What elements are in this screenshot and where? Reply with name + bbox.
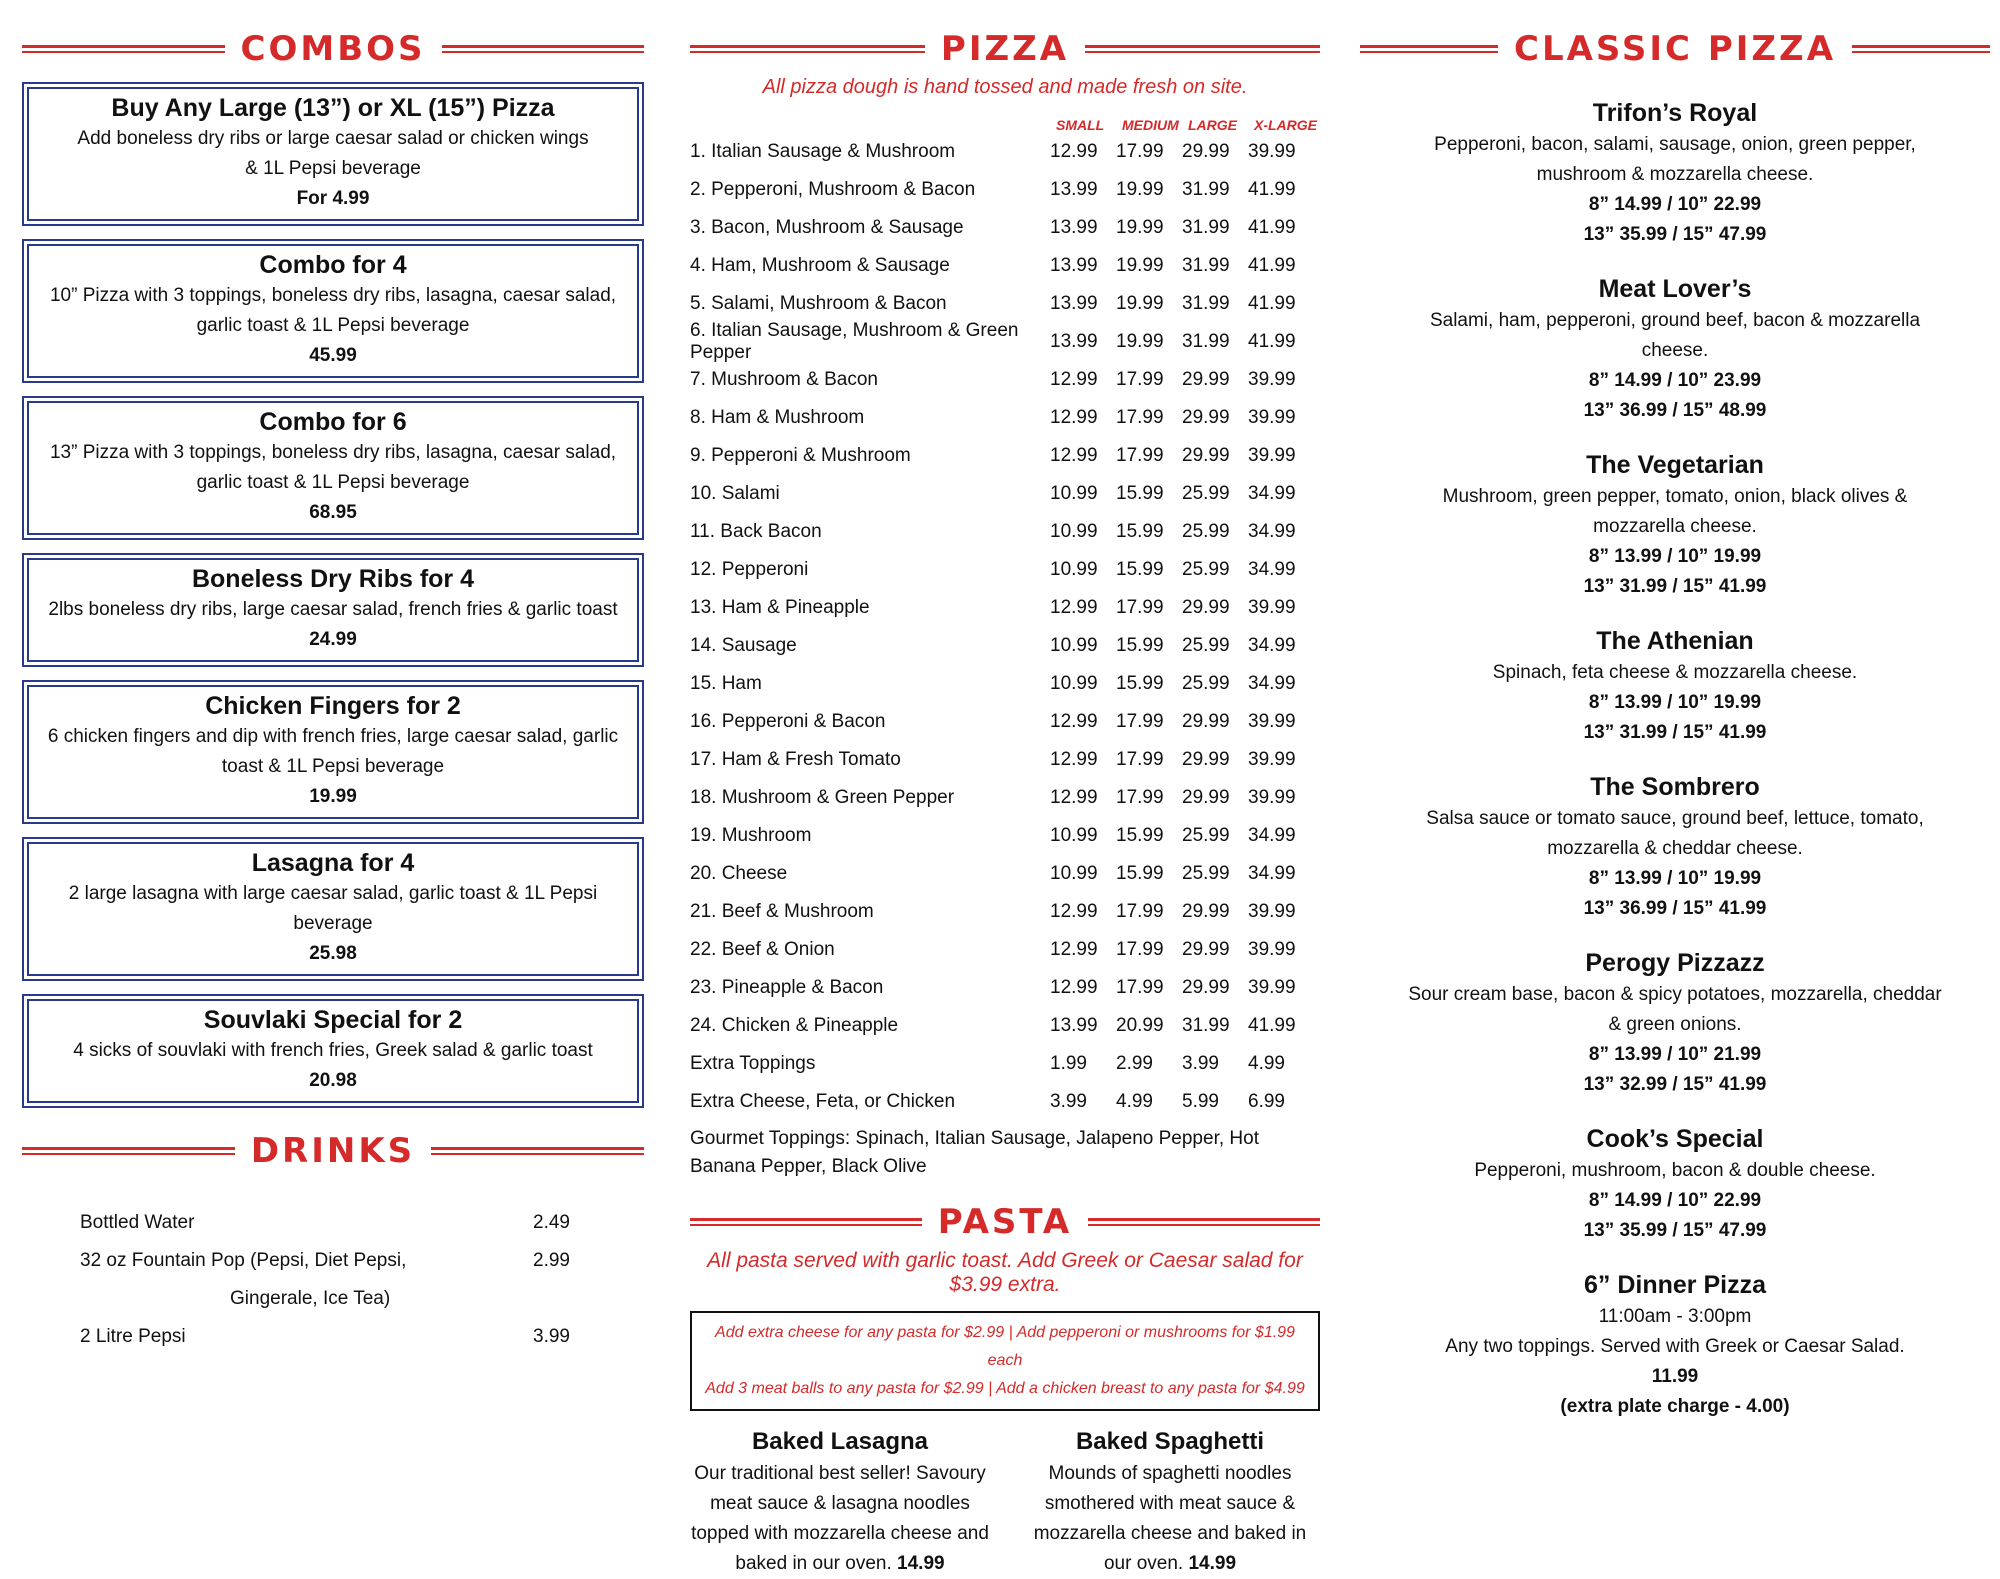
pizza-row [690,361,1320,399]
classic-price-small: 8” 14.99 / 10” 22.99 [1588,1190,1762,1211]
price-medium: 17.99 [1116,939,1164,960]
classic-price-large: 13” 32.99 / 15” 41.99 [1583,1074,1767,1095]
pizza-row [690,437,1320,475]
price-medium: 19.99 [1116,217,1164,238]
combo-name: Boneless Dry Ribs for 4 [191,565,475,593]
price-xlarge: 34.99 [1248,863,1296,884]
pizza-name: 14. Sausage [690,635,797,656]
classic-pizza-item [1360,1122,1990,1246]
classic-pizza-item [1360,946,1990,1100]
combo-desc: 10” Pizza with 3 toppings, boneless dry ribs, lasagna, caesar salad, garlic toast & 1L Pepsi beverage [49,285,617,336]
pizza-name: 6. Italian Sausage, Mushroom & Green Pepper [690,320,1019,363]
pizza-name: 12. Pepperoni [690,559,809,580]
price-small: 12.99 [1050,141,1098,162]
price-xlarge: 34.99 [1248,559,1296,580]
combo-name: Souvlaki Special for 2 [203,1006,463,1034]
combo-name: Chicken Fingers for 2 [205,692,461,720]
price-small: 12.99 [1050,445,1098,466]
pizza-name: Extra Toppings [690,1053,816,1074]
pizza-row [690,1007,1320,1045]
classic-name: The Vegetarian [1586,451,1764,479]
drink-item [80,1204,570,1242]
price-small: 10.99 [1050,635,1098,656]
classic-price-large: 13” 36.99 / 15” 48.99 [1583,400,1767,421]
combo-price: 68.95 [309,502,357,523]
pizza-name: 19. Mushroom [690,825,812,846]
drink-name: 32 oz Fountain Pop (Pepsi, Diet Pepsi, [80,1250,407,1271]
price-large: 5.99 [1182,1091,1219,1112]
combo-item [22,239,644,383]
combo-item [22,553,644,667]
price-xlarge: 34.99 [1248,483,1296,504]
price-medium: 17.99 [1116,141,1164,162]
pasta-desc: Our traditional best seller! Savoury meat sauce & lasagna noodles topped with mozzarella cheese and baked in our oven. [691,1463,989,1574]
price-xlarge: 39.99 [1248,787,1296,808]
pasta-price: 14.99 [1188,1553,1237,1574]
size-medium: MEDIUM [1122,117,1179,133]
combos-column [22,0,644,1356]
price-large: 25.99 [1182,825,1230,846]
pizza-name: 7. Mushroom & Bacon [690,369,878,390]
price-small: 10.99 [1050,483,1098,504]
combo-name: Lasagna for 4 [251,849,415,877]
pizza-row [690,931,1320,969]
price-small: 12.99 [1050,369,1098,390]
price-small: 1.99 [1050,1053,1087,1074]
price-xlarge: 34.99 [1248,825,1296,846]
pizza-name: 3. Bacon, Mushroom & Sausage [690,217,964,238]
pizza-row [690,627,1320,665]
pizza-name: 18. Mushroom & Green Pepper [690,787,955,808]
price-xlarge: 34.99 [1248,521,1296,542]
pasta-name: Baked Spaghetti [1075,1428,1265,1455]
combo-price: 20.98 [309,1070,357,1091]
pizza-name: 23. Pineapple & Bacon [690,977,884,998]
pizza-row [690,1083,1320,1121]
price-large: 31.99 [1182,179,1230,200]
dinner-desc: Any two toppings. Served with Greek or Caesar Salad. [1445,1336,1905,1357]
price-medium: 19.99 [1116,179,1164,200]
combo-item [22,837,644,981]
dinner-price: 11.99 [1651,1366,1699,1387]
combo-desc: 2 large lasagna with large caesar salad, garlic toast & 1L Pepsi beverage [68,883,598,934]
classic-desc: Sour cream base, bacon & spicy potatoes, mozzarella, cheddar & green onions. [1408,984,1942,1035]
classic-price-small: 8” 13.99 / 10” 19.99 [1588,692,1762,713]
price-small: 12.99 [1050,597,1098,618]
combo-item [22,396,644,540]
price-small: 12.99 [1050,977,1098,998]
price-medium: 17.99 [1116,977,1164,998]
classic-price-small: 8” 13.99 / 10” 19.99 [1588,546,1762,567]
pizza-column [690,0,1320,1579]
price-xlarge: 41.99 [1248,1015,1296,1036]
pizza-row [690,551,1320,589]
price-xlarge: 39.99 [1248,369,1296,390]
classic-price-large: 13” 35.99 / 15” 47.99 [1583,1220,1767,1241]
price-medium: 15.99 [1116,483,1164,504]
price-small: 13.99 [1050,331,1098,352]
price-xlarge: 34.99 [1248,635,1296,656]
price-small: 13.99 [1050,293,1098,314]
price-medium: 15.99 [1116,863,1164,884]
gourmet-toppings: Gourmet Toppings: Spinach, Italian Sausage, Jalapeno Pepper, Hot Banana Pepper, Black Olive [690,1128,1259,1177]
pizza-row [690,171,1320,209]
drinks-header [22,1126,644,1176]
classic-desc: Spinach, feta cheese & mozzarella cheese. [1492,662,1858,683]
classic-name: The Athenian [1596,627,1754,655]
classic-desc: Pepperoni, bacon, salami, sausage, onion, green pepper, mushroom & mozzarella cheese. [1434,134,1916,185]
price-large: 3.99 [1182,1053,1219,1074]
price-small: 10.99 [1050,825,1098,846]
price-medium: 2.99 [1116,1053,1153,1074]
drink-name: Bottled Water [80,1212,195,1233]
classic-name: Meat Lover’s [1598,275,1752,303]
drink-name-cont: Gingerale, Ice Tea) [230,1288,391,1309]
pizza-row [690,665,1320,703]
pasta-price: 14.99 [897,1553,945,1574]
pizza-name: 10. Salami [690,483,780,504]
size-small: SMALL [1056,117,1105,133]
price-large: 25.99 [1182,559,1230,580]
price-medium: 17.99 [1116,369,1164,390]
pasta-item [1020,1425,1320,1579]
combos-header [22,24,644,74]
pizza-name: 22. Beef & Onion [690,939,835,960]
classic-price-small: 8” 13.99 / 10” 21.99 [1588,1044,1762,1065]
drink-price: 2.49 [533,1212,570,1233]
pasta-title: PASTA [937,1202,1073,1242]
pasta-header [690,1197,1320,1247]
combo-price: 19.99 [309,786,357,807]
price-small: 10.99 [1050,673,1098,694]
classic-desc: Salami, ham, pepperoni, ground beef, bacon & mozzarella cheese. [1429,310,1921,361]
pizza-name: 8. Ham & Mushroom [690,407,865,428]
price-xlarge: 39.99 [1248,711,1296,732]
pizza-subtitle: All pizza dough is hand tossed and made fresh on site. [762,76,1248,98]
classic-price-large: 13” 35.99 / 15” 47.99 [1583,224,1767,245]
classic-pizza-item [1360,96,1990,250]
price-medium: 19.99 [1116,293,1164,314]
combo-price: For 4.99 [296,188,370,209]
price-xlarge: 41.99 [1248,293,1296,314]
classic-pizza-item [1360,448,1990,602]
combo-desc: 6 chicken fingers and dip with french fries, large caesar salad, garlic toast & 1L Pepsi beverage [47,726,619,777]
price-xlarge: 4.99 [1248,1053,1285,1074]
price-medium: 15.99 [1116,673,1164,694]
price-xlarge: 39.99 [1248,445,1296,466]
price-xlarge: 41.99 [1248,179,1296,200]
price-large: 25.99 [1182,673,1230,694]
classic-pizza-item [1360,272,1990,426]
price-large: 31.99 [1182,293,1230,314]
size-xlarge: X-LARGE [1254,117,1317,133]
pizza-row [690,513,1320,551]
price-medium: 19.99 [1116,255,1164,276]
pizza-header [690,24,1320,74]
pasta-item [690,1425,990,1579]
pasta-name: Baked Lasagna [751,1428,929,1455]
price-large: 31.99 [1182,1015,1230,1036]
price-xlarge: 39.99 [1248,407,1296,428]
size-large: LARGE [1188,117,1237,133]
classic-pizza-item [1360,770,1990,924]
price-medium: 17.99 [1116,901,1164,922]
price-medium: 17.99 [1116,787,1164,808]
classic-title: CLASSIC PIZZA [1514,29,1837,69]
pizza-name: 16. Pepperoni & Bacon [690,711,886,732]
price-small: 12.99 [1050,901,1098,922]
pizza-name: 11. Back Bacon [690,521,822,542]
pizza-row [690,1045,1320,1083]
pizza-name: 4. Ham, Mushroom & Sausage [690,255,950,276]
combo-name: Buy Any Large (13”) or XL (15”) Pizza [111,94,555,122]
combo-item [22,82,644,226]
price-small: 10.99 [1050,521,1098,542]
pizza-row [690,475,1320,513]
price-large: 29.99 [1182,141,1230,162]
price-small: 12.99 [1050,939,1098,960]
price-medium: 17.99 [1116,407,1164,428]
price-large: 29.99 [1182,977,1230,998]
pasta-addon-line: Add extra cheese for any pasta for $2.99 | Add pepperoni or mushrooms for $1.99 each [715,1324,1295,1369]
price-small: 12.99 [1050,787,1098,808]
price-medium: 15.99 [1116,521,1164,542]
classic-list [1360,96,1990,1246]
drink-name: 2 Litre Pepsi [80,1326,186,1347]
pizza-row [690,320,1320,363]
pizza-name: 15. Ham [690,673,762,694]
combo-item [22,680,644,824]
drink-price: 3.99 [533,1326,570,1347]
price-medium: 17.99 [1116,749,1164,770]
drink-item [80,1318,570,1356]
pizza-name: Extra Cheese, Feta, or Chicken [690,1091,956,1112]
price-xlarge: 41.99 [1248,331,1296,352]
size-header [690,117,1320,133]
price-large: 29.99 [1182,901,1230,922]
price-large: 31.99 [1182,217,1230,238]
classic-price-large: 13” 36.99 / 15” 41.99 [1583,898,1767,919]
dinner-name: 6” Dinner Pizza [1584,1271,1766,1299]
dinner-hours: 11:00am - 3:00pm [1598,1306,1752,1327]
price-large: 31.99 [1182,331,1230,352]
pizza-name: 20. Cheese [690,863,788,884]
pizza-name: 1. Italian Sausage & Mushroom [690,141,956,162]
price-large: 29.99 [1182,445,1230,466]
price-xlarge: 39.99 [1248,939,1296,960]
pasta-desc: Mounds of spaghetti noodles smothered with meat sauce & mozzarella cheese and baked in our oven. [1033,1463,1307,1574]
price-xlarge: 39.99 [1248,901,1296,922]
classic-desc: Salsa sauce or tomato sauce, ground beef, lettuce, tomato, mozzarella & cheddar cheese. [1426,808,1924,859]
combo-desc: 2lbs boneless dry ribs, large caesar salad, french fries & garlic toast [48,599,618,620]
pizza-row [690,779,1320,817]
price-large: 25.99 [1182,483,1230,504]
price-large: 25.99 [1182,521,1230,542]
classic-price-large: 13” 31.99 / 15” 41.99 [1583,722,1767,743]
drink-subline [80,1280,570,1318]
price-small: 12.99 [1050,711,1098,732]
pizza-name: 2. Pepperoni, Mushroom & Bacon [690,179,976,200]
pizza-row [690,817,1320,855]
classic-name: Trifon’s Royal [1592,99,1758,127]
combo-desc: 13” Pizza with 3 toppings, boneless dry ribs, lasagna, caesar salad, garlic toast & 1L Pepsi beverage [49,442,617,493]
price-large: 29.99 [1182,369,1230,390]
price-large: 29.99 [1182,939,1230,960]
price-small: 3.99 [1050,1091,1087,1112]
classic-price-small: 8” 14.99 / 10” 23.99 [1588,370,1762,391]
price-medium: 17.99 [1116,445,1164,466]
pizza-table [690,133,1320,1121]
pizza-title: PIZZA [940,29,1070,69]
price-medium: 19.99 [1116,331,1164,352]
price-large: 29.99 [1182,711,1230,732]
price-medium: 15.99 [1116,825,1164,846]
pizza-row [690,247,1320,285]
combo-item [22,994,644,1108]
classic-pizza-column [1360,0,1990,1422]
pasta-items [690,1425,1320,1579]
combo-name: Combo for 4 [259,251,407,279]
pizza-name: 9. Pepperoni & Mushroom [690,445,911,466]
price-small: 13.99 [1050,179,1098,200]
pizza-name: 13. Ham & Pineapple [690,597,870,618]
price-small: 12.99 [1050,407,1098,428]
combo-name: Combo for 6 [259,408,407,436]
pizza-row [690,969,1320,1007]
price-medium: 4.99 [1116,1091,1153,1112]
dinner-extra: (extra plate charge - 4.00) [1560,1396,1790,1417]
price-small: 10.99 [1050,559,1098,580]
pizza-row [690,209,1320,247]
classic-name: Perogy Pizzazz [1585,949,1765,977]
pizza-row [690,133,1320,171]
price-xlarge: 41.99 [1248,255,1296,276]
pizza-row [690,741,1320,779]
classic-desc: Mushroom, green pepper, tomato, onion, black olives & mozzarella cheese. [1442,486,1908,537]
drink-price: 2.99 [533,1250,570,1271]
price-xlarge: 39.99 [1248,749,1296,770]
combo-list [22,82,644,1108]
price-medium: 15.99 [1116,559,1164,580]
classic-price-small: 8” 14.99 / 10” 22.99 [1588,194,1762,215]
combo-price: 45.99 [309,345,357,366]
pizza-name: 21. Beef & Mushroom [690,901,874,922]
classic-name: The Sombrero [1590,773,1760,801]
classic-desc: Pepperoni, mushroom, bacon & double cheese. [1474,1160,1876,1181]
price-small: 13.99 [1050,217,1098,238]
pasta-addons-box [690,1311,1320,1411]
price-large: 25.99 [1182,635,1230,656]
price-medium: 20.99 [1116,1015,1164,1036]
price-xlarge: 39.99 [1248,141,1296,162]
combo-price: 25.98 [309,943,357,964]
price-xlarge: 41.99 [1248,217,1296,238]
price-small: 13.99 [1050,1015,1098,1036]
price-large: 29.99 [1182,407,1230,428]
classic-price-small: 8” 13.99 / 10” 19.99 [1588,868,1762,889]
pizza-row [690,855,1320,893]
pizza-row [690,399,1320,437]
dinner-pizza [1360,1268,1990,1422]
combo-desc: Add boneless dry ribs or large caesar salad or chicken wings & 1L Pepsi beverage [77,128,589,179]
price-xlarge: 39.99 [1248,597,1296,618]
combo-price: 24.99 [309,629,357,650]
price-large: 29.99 [1182,597,1230,618]
price-xlarge: 34.99 [1248,673,1296,694]
pizza-name: 17. Ham & Fresh Tomato [690,749,901,770]
pasta-addon-line: Add 3 meat balls to any pasta for $2.99 | Add a chicken breast to any pasta for $4.99 [705,1380,1305,1397]
drinks-title: DRINKS [250,1131,416,1171]
pizza-name: 24. Chicken & Pineapple [690,1015,899,1036]
pizza-row [690,703,1320,741]
price-large: 25.99 [1182,863,1230,884]
price-large: 29.99 [1182,787,1230,808]
price-medium: 15.99 [1116,635,1164,656]
pizza-row [690,285,1320,323]
price-medium: 17.99 [1116,711,1164,732]
price-small: 10.99 [1050,863,1098,884]
drink-item [80,1242,570,1280]
price-large: 29.99 [1182,749,1230,770]
classic-header [1360,24,1990,74]
pizza-row [690,893,1320,931]
price-small: 12.99 [1050,749,1098,770]
price-small: 13.99 [1050,255,1098,276]
drinks-list [80,1204,570,1356]
combo-desc: 4 sicks of souvlaki with french fries, Greek salad & garlic toast [73,1040,593,1061]
classic-price-large: 13” 31.99 / 15” 41.99 [1583,576,1767,597]
price-medium: 17.99 [1116,597,1164,618]
price-xlarge: 6.99 [1248,1091,1285,1112]
pizza-name: 5. Salami, Mushroom & Bacon [690,293,947,314]
combos-title: COMBOS [240,29,426,69]
pizza-row [690,589,1320,627]
price-xlarge: 39.99 [1248,977,1296,998]
price-large: 31.99 [1182,255,1230,276]
classic-name: Cook’s Special [1586,1125,1764,1153]
classic-pizza-item [1360,624,1990,748]
pasta-subtitle: All pasta served with garlic toast. Add Greek or Caesar salad for $3.99 extra. [707,1249,1303,1296]
